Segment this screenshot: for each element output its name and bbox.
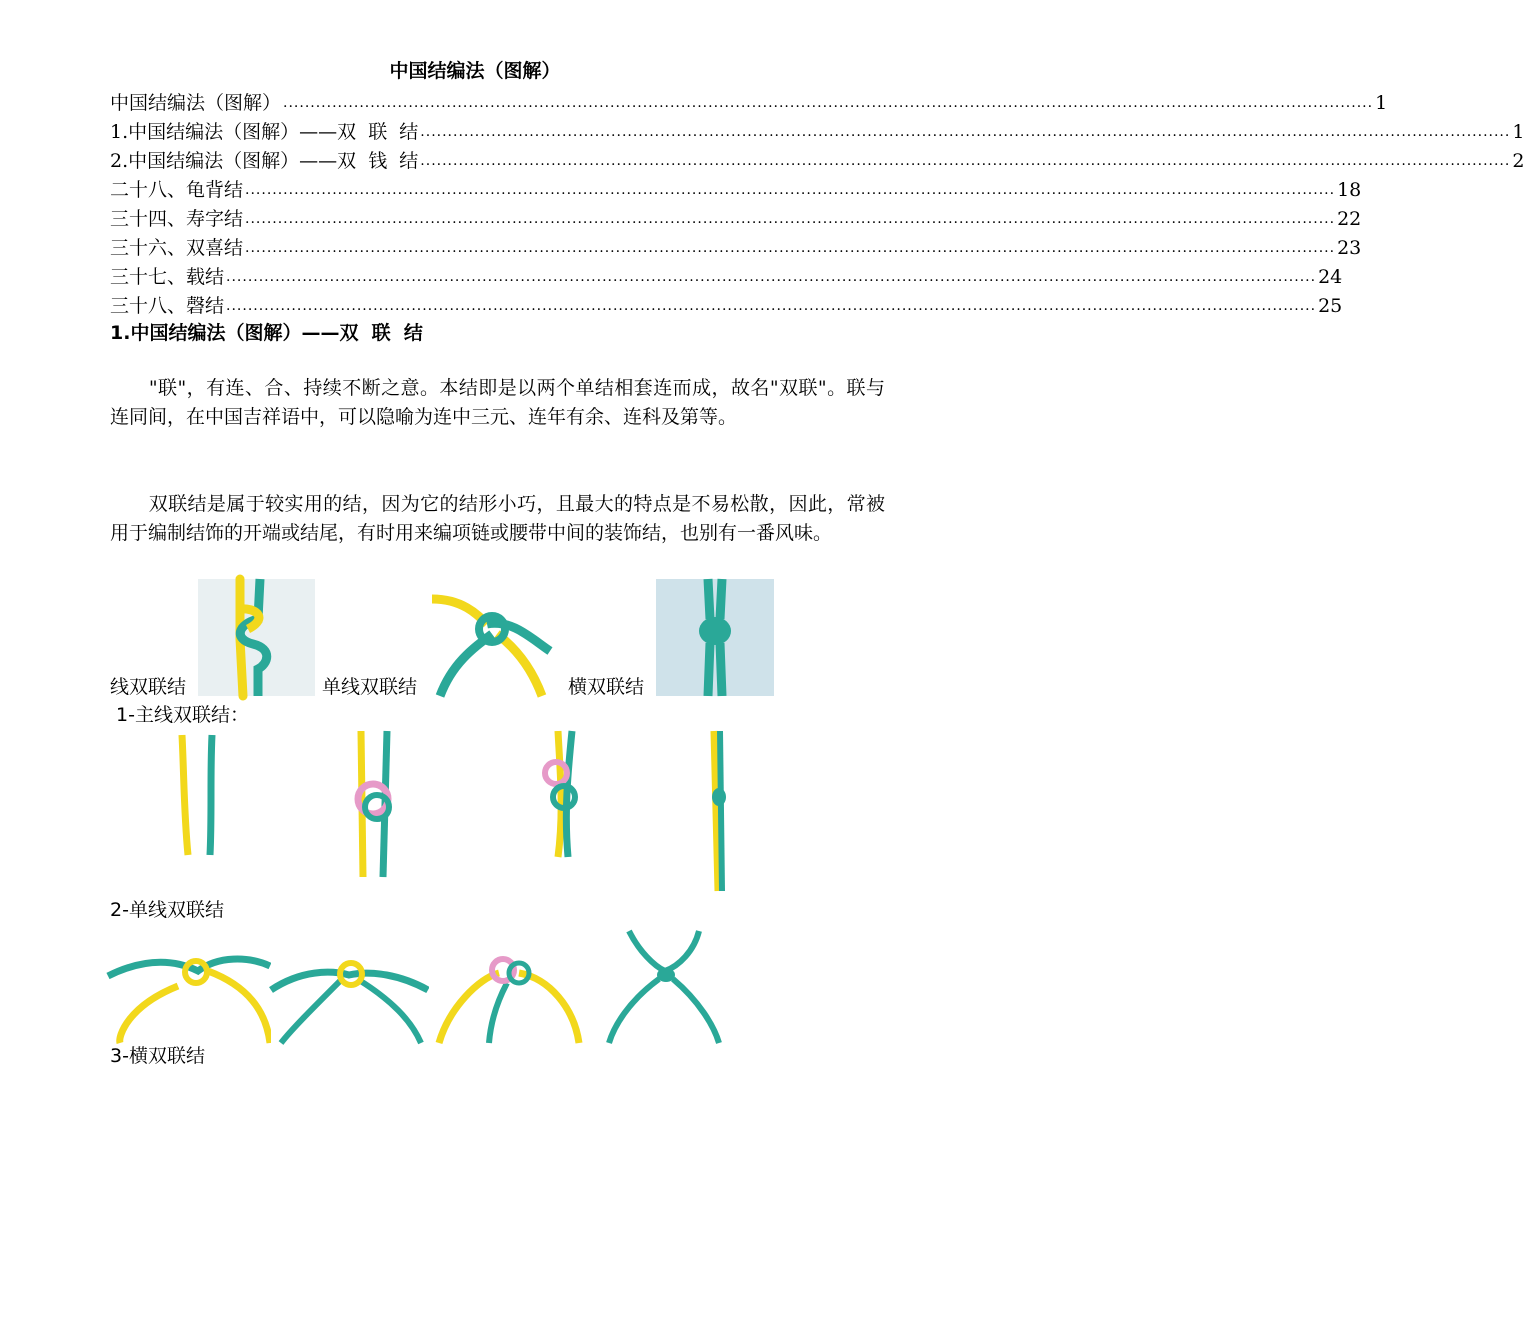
knot-photo-type1 (198, 579, 315, 696)
toc-entry-label: 三十七、载结 (110, 266, 225, 288)
step2-photo-4 (589, 931, 743, 1043)
toc-entry-page: 25 (1318, 295, 1343, 317)
toc-entry[interactable] (110, 173, 1362, 201)
toc-entry[interactable] (110, 289, 1343, 317)
toc-entry[interactable] (110, 202, 1362, 230)
caption-type1: 线双联结 (110, 676, 187, 698)
toc-entry-label: 三十四、寿字结 (110, 208, 244, 230)
toc-leader-dots: ........................................................................................................................................................................................................ (420, 124, 1511, 140)
toc-entry-label: 1.中国结编法（图解）——双 联 结 (110, 121, 419, 143)
toc-entry-label: 三十八、磬结 (110, 295, 225, 317)
toc-entry-page: 23 (1337, 237, 1362, 259)
caption-type2: 单线双联结 (322, 676, 418, 698)
toc-leader-dots: ........................................................................................................................................................................................................ (226, 298, 1317, 314)
usage-paragraph: 双联结是属于较实用的结，因为它的结形小巧，且最大的特点是不易松散，因此，常被用于编制结饰的开端或结尾，有时用来编项链或腰带中间的装饰结，也别有一番风味。 (110, 493, 885, 544)
step2-photo-2 (271, 930, 428, 1043)
step1-photo-3 (472, 731, 644, 857)
toc-entry-page: 1 (1512, 121, 1524, 143)
caption-type3: 横双联结 (568, 676, 645, 698)
toc-leader-dots: ........................................................................................................................................................................................................ (420, 153, 1511, 169)
toc-entry-label: 2.中国结编法（图解）——双 钱 结 (110, 150, 419, 172)
toc-leader-dots: ........................................................................................................................................................................................................ (245, 182, 1336, 198)
toc-entry-page: 2 (1512, 150, 1524, 172)
toc-entry-page: 22 (1337, 208, 1362, 230)
step2-photo-1 (108, 926, 270, 1043)
toc-entry[interactable] (110, 144, 1524, 172)
toc-entry-page: 18 (1337, 179, 1362, 201)
toc-entry-label: 三十六、双喜结 (110, 237, 244, 259)
toc-entry[interactable] (110, 231, 1362, 259)
step2-photo-3 (429, 928, 588, 1043)
toc-leader-dots: ........................................................................................................................................................................................................ (245, 240, 1336, 256)
toc-leader-dots: ........................................................................................................................................................................................................ (245, 211, 1336, 227)
toc-entry-page: 1 (1375, 92, 1388, 114)
knot-photo-type3 (656, 579, 774, 696)
toc-entry-page: 24 (1318, 266, 1343, 288)
toc-leader-dots: ........................................................................................................................................................................................................ (283, 95, 1374, 111)
caption-step3: 3-横双联结 (110, 1045, 205, 1067)
toc-entry[interactable] (110, 260, 1343, 288)
toc-entry[interactable] (110, 115, 1524, 143)
toc-entry-label: 中国结编法（图解） (110, 92, 282, 114)
caption-step2: 2-单线双联结 (110, 899, 224, 921)
document-title: 中国结编法（图解） (389, 60, 561, 82)
intro-paragraph: "联"，有连、合、持续不断之意。本结即是以两个单结相套连而成，故名"双联"。联与连同间，在中国吉祥语中，可以隐喻为连中三元、连年有余、连科及第等。 (110, 377, 885, 428)
section-heading: 1.中国结编法（图解）——双 联 结 (110, 322, 423, 344)
step1-photo-2 (273, 731, 471, 877)
step1-photo-4 (646, 731, 790, 891)
toc-entry-label: 二十八、龟背结 (110, 179, 244, 201)
toc-entry[interactable] (110, 86, 1388, 114)
caption-step1: 1-主线双联结： (116, 704, 249, 726)
toc-leader-dots: ........................................................................................................................................................................................................ (226, 269, 1317, 285)
knot-photo-type2 (432, 579, 550, 696)
step1-photo-1 (108, 735, 272, 855)
